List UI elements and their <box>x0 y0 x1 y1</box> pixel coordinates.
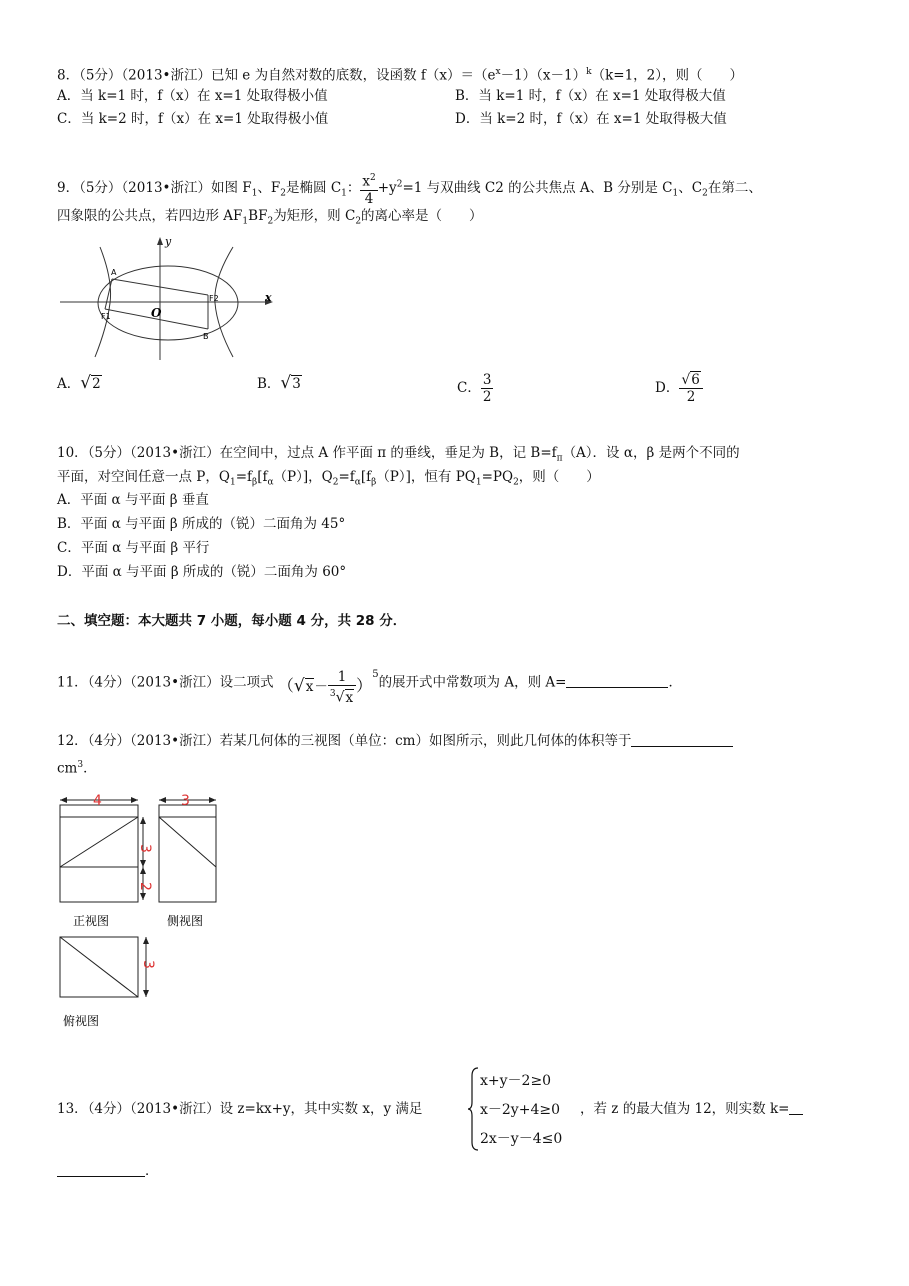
q12-answer-blank[interactable] <box>631 732 733 747</box>
q9-fig-origin-label: O <box>151 306 162 320</box>
q12-top-view-label: 俯视图 <box>63 1014 100 1028</box>
q13-constraint-3: 2x－y－4≤0 <box>480 1131 563 1147</box>
q12-unit: $cm^3$． <box>57 760 97 777</box>
q13-answer-blank[interactable] <box>57 1162 145 1177</box>
q12-side-view-label: 侧视图 <box>167 914 204 928</box>
q13-answer-blank-start[interactable] <box>789 1100 803 1115</box>
q9-stem: 9．（5分）（2013•浙江）如图 $F_1$、$F_2$是椭圆 $C_1$： $\frac{x^2}{4}$ $+y^2=1$ 与双曲线 C2 的公共焦点 A、B 分别是 $C_1$、$C_2$在第二、 <box>57 170 762 207</box>
q12-front-width-label: 4 <box>93 793 102 809</box>
q10-option-b: B．平面 α 与平面 β 所成的（锐）二面角为 45° <box>57 516 346 532</box>
q9-fig-focus-f1: F1 <box>101 312 111 321</box>
q13-stem: 13．（4分）（2013•浙江）设 z=kx+y，其中实数 x，y 满足 <box>57 1101 423 1117</box>
q13-constraint-2: x－2y+4≥0 <box>480 1102 560 1118</box>
q9-fig-point-b: B <box>203 332 209 341</box>
q13-stem-tail: ，若 z 的最大值为 12，则实数 k= <box>580 1100 803 1118</box>
section-heading-fill-in: 二、填空题：本大题共 7 小题，每小题 4 分，共 28 分． <box>57 613 407 629</box>
q8-option-c: C．当 k=2 时，f（x）在 x=1 处取得极小值 <box>57 111 329 127</box>
q10-stem-line2: 平面，对空间任意一点 P，$Q_1=f_\beta[f_\alpha(P)]$，$Q_2=f_\alpha[f_\beta(P)]$，恒有 $PQ_1=PQ_2$，则（ ） <box>57 469 600 488</box>
q11-answer-blank[interactable] <box>566 673 668 688</box>
q12-stem: 12．（4分）（2013•浙江）若某几何体的三视图（单位：cm）如图所示，则此几何体的体积等于 <box>57 732 733 750</box>
q12-three-view-figure <box>55 792 225 1037</box>
q9-stem-line2: 四象限的公共点，若四边形 $AF_1BF_2$为矩形，则 $C_2$的离心率是（ ） <box>57 208 483 227</box>
q10-option-d: D．平面 α 与平面 β 所成的（锐）二面角为 60° <box>57 564 347 580</box>
q12-front-height-upper: 3 <box>137 844 153 853</box>
q10-option-a: A．平面 α 与平面 β 垂直 <box>57 492 209 508</box>
q13-system-brace <box>468 1066 480 1152</box>
q9-fig-x-label: x <box>265 291 272 304</box>
q9-ellipse-hyperbola-figure <box>55 235 285 365</box>
q9-fig-y-label: y <box>165 235 172 248</box>
q9-option-d: D． $\frac{√6}{2}$ <box>655 372 703 405</box>
q12-front-height-lower: 2 <box>137 882 153 891</box>
q11-stem: 11．（4分）（2013•浙江）设二项式 （√x－ $\frac{1}{^3√x}$ ）$^5$的展开式中常数项为 A，则 A= ． <box>57 660 682 706</box>
q13-constraint-1: x+y－2≥0 <box>480 1073 552 1089</box>
q9-fig-point-a: A <box>111 268 117 277</box>
q9-option-a: A．√2 <box>57 373 101 393</box>
q8-option-a: A．当 k=1 时，f（x）在 x=1 处取得极小值 <box>57 88 328 104</box>
q9-option-c: C． $\frac{3}{2}$ <box>457 372 492 405</box>
q8-stem: 8．（5分）（2013•浙江）已知 e 为自然对数的底数，设函数 $f(x)=(e^x-1)(x-1)^k(k=1$，2），则（ ） <box>57 67 743 84</box>
q8-option-b: B．当 k=1 时，f（x）在 x=1 处取得极大值 <box>455 88 726 104</box>
q12-front-view-label: 正视图 <box>73 914 110 928</box>
q12-top-height-label: 3 <box>140 960 156 969</box>
q9-ellipse-fraction: $\frac{x^2}{4}$ <box>360 170 377 207</box>
q9-option-b: B．√3 <box>257 373 301 393</box>
q9-fig-focus-f2: F2 <box>209 294 219 303</box>
q10-stem: 10．（5分）（2013•浙江）在空间中，过点 A 作平面 π 的垂线，垂足为 B，记 $B=f_\pi(A)$．设 α，β 是两个不同的 <box>57 445 740 464</box>
q12-side-width-label: 3 <box>181 793 190 809</box>
q13-answer-line: ． <box>57 1162 159 1180</box>
q11-binomial-expression: （√x－ $\frac{1}{^3√x}$ ）$^5$ <box>277 669 379 706</box>
q10-option-c: C．平面 α 与平面 β 平行 <box>57 540 210 556</box>
q8-option-d: D．当 k=2 时，f（x）在 x=1 处取得极大值 <box>455 111 727 127</box>
